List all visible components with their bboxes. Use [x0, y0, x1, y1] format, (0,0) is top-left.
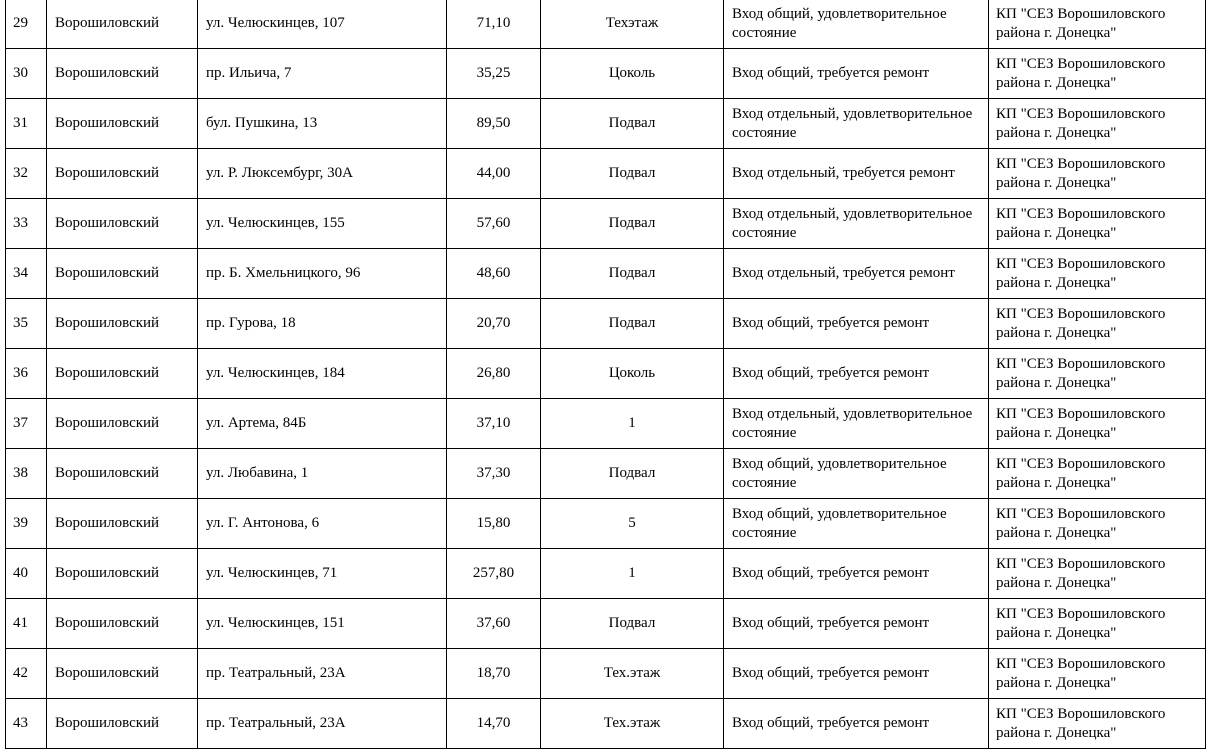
address-cell: ул. Челюскинцев, 155 [198, 199, 447, 249]
organization-cell: КП "СЕЗ Ворошиловского района г. Донецка" [989, 249, 1206, 299]
table-row [6, 399, 1206, 449]
condition-cell: Вход общий, требуется ремонт [724, 349, 989, 399]
condition-cell: Вход общий, требуется ремонт [724, 649, 989, 699]
floor-cell: Подвал [541, 149, 724, 199]
area-cell: 15,80 [447, 499, 541, 549]
table-row [6, 649, 1206, 699]
address-cell: ул. Любавина, 1 [198, 449, 447, 499]
floor-cell: Подвал [541, 199, 724, 249]
organization-cell: КП "СЕЗ Ворошиловского района г. Донецка" [989, 49, 1206, 99]
area-cell: 14,70 [447, 699, 541, 749]
row-number: 38 [6, 449, 47, 499]
organization-cell: КП "СЕЗ Ворошиловского района г. Донецка" [989, 99, 1206, 149]
row-number: 34 [6, 249, 47, 299]
district-cell: Ворошиловский [47, 0, 198, 49]
organization-cell: КП "СЕЗ Ворошиловского района г. Донецка" [989, 199, 1206, 249]
floor-cell: Подвал [541, 99, 724, 149]
floor-cell: Цоколь [541, 49, 724, 99]
premises-table [5, 0, 1206, 749]
table-row [6, 199, 1206, 249]
table-row [6, 99, 1206, 149]
floor-cell: Подвал [541, 249, 724, 299]
condition-cell: Вход общий, требуется ремонт [724, 599, 989, 649]
area-cell: 37,10 [447, 399, 541, 449]
row-number: 31 [6, 99, 47, 149]
organization-cell: КП "СЕЗ Ворошиловского района г. Донецка" [989, 699, 1206, 749]
row-number: 41 [6, 599, 47, 649]
condition-cell: Вход отдельный, удовлетворительное состояние [724, 99, 989, 149]
address-cell: ул. Г. Антонова, 6 [198, 499, 447, 549]
address-cell: ул. Челюскинцев, 71 [198, 549, 447, 599]
area-cell: 57,60 [447, 199, 541, 249]
area-cell: 37,30 [447, 449, 541, 499]
address-cell: ул. Челюскинцев, 107 [198, 0, 447, 49]
row-number: 42 [6, 649, 47, 699]
condition-cell: Вход общий, удовлетворительное состояние [724, 0, 989, 49]
organization-cell: КП "СЕЗ Ворошиловского района г. Донецка" [989, 449, 1206, 499]
floor-cell: Тех.этаж [541, 699, 724, 749]
row-number: 39 [6, 499, 47, 549]
condition-cell: Вход отдельный, удовлетворительное состояние [724, 399, 989, 449]
district-cell: Ворошиловский [47, 349, 198, 399]
district-cell: Ворошиловский [47, 149, 198, 199]
district-cell: Ворошиловский [47, 99, 198, 149]
table-row [6, 449, 1206, 499]
floor-cell: Техэтаж [541, 0, 724, 49]
organization-cell: КП "СЕЗ Ворошиловского района г. Донецка" [989, 499, 1206, 549]
floor-cell: 5 [541, 499, 724, 549]
floor-cell: 1 [541, 549, 724, 599]
table-row [6, 699, 1206, 749]
address-cell: ул. Р. Люксембург, 30А [198, 149, 447, 199]
condition-cell: Вход общий, требуется ремонт [724, 549, 989, 599]
condition-cell: Вход отдельный, удовлетворительное состояние [724, 199, 989, 249]
floor-cell: Подвал [541, 599, 724, 649]
area-cell: 20,70 [447, 299, 541, 349]
area-cell: 257,80 [447, 549, 541, 599]
row-number: 36 [6, 349, 47, 399]
row-number: 30 [6, 49, 47, 99]
address-cell: пр. Театральный, 23А [198, 699, 447, 749]
row-number: 29 [6, 0, 47, 49]
condition-cell: Вход отдельный, требуется ремонт [724, 249, 989, 299]
organization-cell: КП "СЕЗ Ворошиловского района г. Донецка" [989, 649, 1206, 699]
table-row [6, 599, 1206, 649]
district-cell: Ворошиловский [47, 299, 198, 349]
address-cell: ул. Челюскинцев, 184 [198, 349, 447, 399]
district-cell: Ворошиловский [47, 399, 198, 449]
district-cell: Ворошиловский [47, 499, 198, 549]
floor-cell: Цоколь [541, 349, 724, 399]
address-cell: бул. Пушкина, 13 [198, 99, 447, 149]
district-cell: Ворошиловский [47, 649, 198, 699]
area-cell: 44,00 [447, 149, 541, 199]
condition-cell: Вход общий, удовлетворительное состояние [724, 449, 989, 499]
condition-cell: Вход общий, удовлетворительное состояние [724, 499, 989, 549]
organization-cell: КП "СЕЗ Ворошиловского района г. Донецка" [989, 399, 1206, 449]
table-row [6, 299, 1206, 349]
address-cell: пр. Б. Хмельницкого, 96 [198, 249, 447, 299]
table-row [6, 0, 1206, 49]
area-cell: 18,70 [447, 649, 541, 699]
district-cell: Ворошиловский [47, 549, 198, 599]
table-row [6, 549, 1206, 599]
organization-cell: КП "СЕЗ Ворошиловского района г. Донецка" [989, 549, 1206, 599]
condition-cell: Вход отдельный, требуется ремонт [724, 149, 989, 199]
area-cell: 71,10 [447, 0, 541, 49]
organization-cell: КП "СЕЗ Ворошиловского района г. Донецка" [989, 349, 1206, 399]
address-cell: пр. Гурова, 18 [198, 299, 447, 349]
table-row [6, 349, 1206, 399]
address-cell: пр. Ильича, 7 [198, 49, 447, 99]
district-cell: Ворошиловский [47, 599, 198, 649]
organization-cell: КП "СЕЗ Ворошиловского района г. Донецка" [989, 149, 1206, 199]
row-number: 43 [6, 699, 47, 749]
condition-cell: Вход общий, требуется ремонт [724, 699, 989, 749]
row-number: 33 [6, 199, 47, 249]
table-row [6, 149, 1206, 199]
district-cell: Ворошиловский [47, 249, 198, 299]
table-body [6, 0, 1206, 749]
area-cell: 37,60 [447, 599, 541, 649]
area-cell: 35,25 [447, 49, 541, 99]
district-cell: Ворошиловский [47, 449, 198, 499]
table-row [6, 249, 1206, 299]
district-cell: Ворошиловский [47, 49, 198, 99]
district-cell: Ворошиловский [47, 699, 198, 749]
table-row [6, 499, 1206, 549]
floor-cell: Подвал [541, 299, 724, 349]
district-cell: Ворошиловский [47, 199, 198, 249]
row-number: 40 [6, 549, 47, 599]
row-number: 35 [6, 299, 47, 349]
area-cell: 89,50 [447, 99, 541, 149]
condition-cell: Вход общий, требуется ремонт [724, 299, 989, 349]
row-number: 37 [6, 399, 47, 449]
area-cell: 26,80 [447, 349, 541, 399]
floor-cell: 1 [541, 399, 724, 449]
row-number: 32 [6, 149, 47, 199]
organization-cell: КП "СЕЗ Ворошиловского района г. Донецка" [989, 0, 1206, 49]
floor-cell: Тех.этаж [541, 649, 724, 699]
area-cell: 48,60 [447, 249, 541, 299]
organization-cell: КП "СЕЗ Ворошиловского района г. Донецка" [989, 299, 1206, 349]
address-cell: пр. Театральный, 23А [198, 649, 447, 699]
floor-cell: Подвал [541, 449, 724, 499]
condition-cell: Вход общий, требуется ремонт [724, 49, 989, 99]
address-cell: ул. Артема, 84Б [198, 399, 447, 449]
address-cell: ул. Челюскинцев, 151 [198, 599, 447, 649]
table-row [6, 49, 1206, 99]
organization-cell: КП "СЕЗ Ворошиловского района г. Донецка" [989, 599, 1206, 649]
